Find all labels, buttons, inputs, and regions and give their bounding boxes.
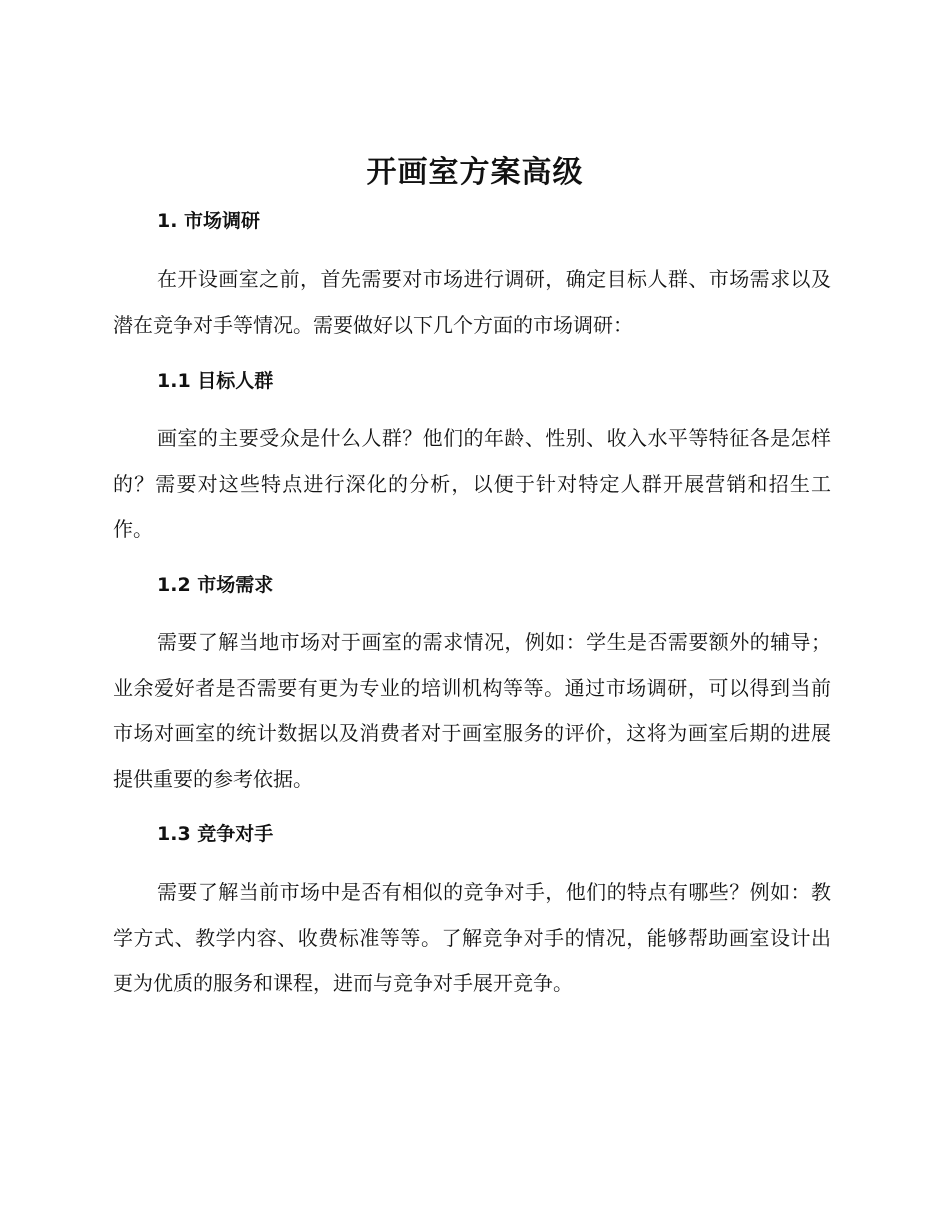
section-heading-market-research: 1. 市场调研 xyxy=(157,210,261,232)
section-heading-target-audience: 1.1 目标人群 xyxy=(157,370,274,392)
section-paragraph-target-audience: 画室的主要受众是什么人群？他们的年龄、性别、收入水平等特征各是怎样的？需要对这些特点进行深化的分析，以便于针对特定人群开展营销和招生工作。 xyxy=(113,426,831,541)
section-heading-market-demand: 1.2 市场需求 xyxy=(157,574,274,596)
section-heading-competitors: 1.3 竞争对手 xyxy=(157,823,274,845)
section-paragraph-competitors: 需要了解当前市场中是否有相似的竞争对手，他们的特点有哪些？例如：教学方式、教学内容、收费标准等等。了解竞争对手的情况，能够帮助画室设计出更为优质的服务和课程，进而与竞争对手展开竞争。 xyxy=(113,880,831,995)
section-paragraph-market-demand: 需要了解当地市场对于画室的需求情况，例如：学生是否需要额外的辅导；业余爱好者是否需要有更为专业的培训机构等等。通过市场调研，可以得到当前市场对画室的统计数据以及消费者对于画室服务的评价，这将为画室后期的进展提供重要的参考依据。 xyxy=(113,630,831,791)
section-paragraph-market-research: 在开设画室之前，首先需要对市场进行调研，确定目标人群、市场需求以及潜在竞争对手等情况。需要做好以下几个方面的市场调研： xyxy=(113,267,831,337)
document-title: 开画室方案高级 xyxy=(366,155,584,190)
